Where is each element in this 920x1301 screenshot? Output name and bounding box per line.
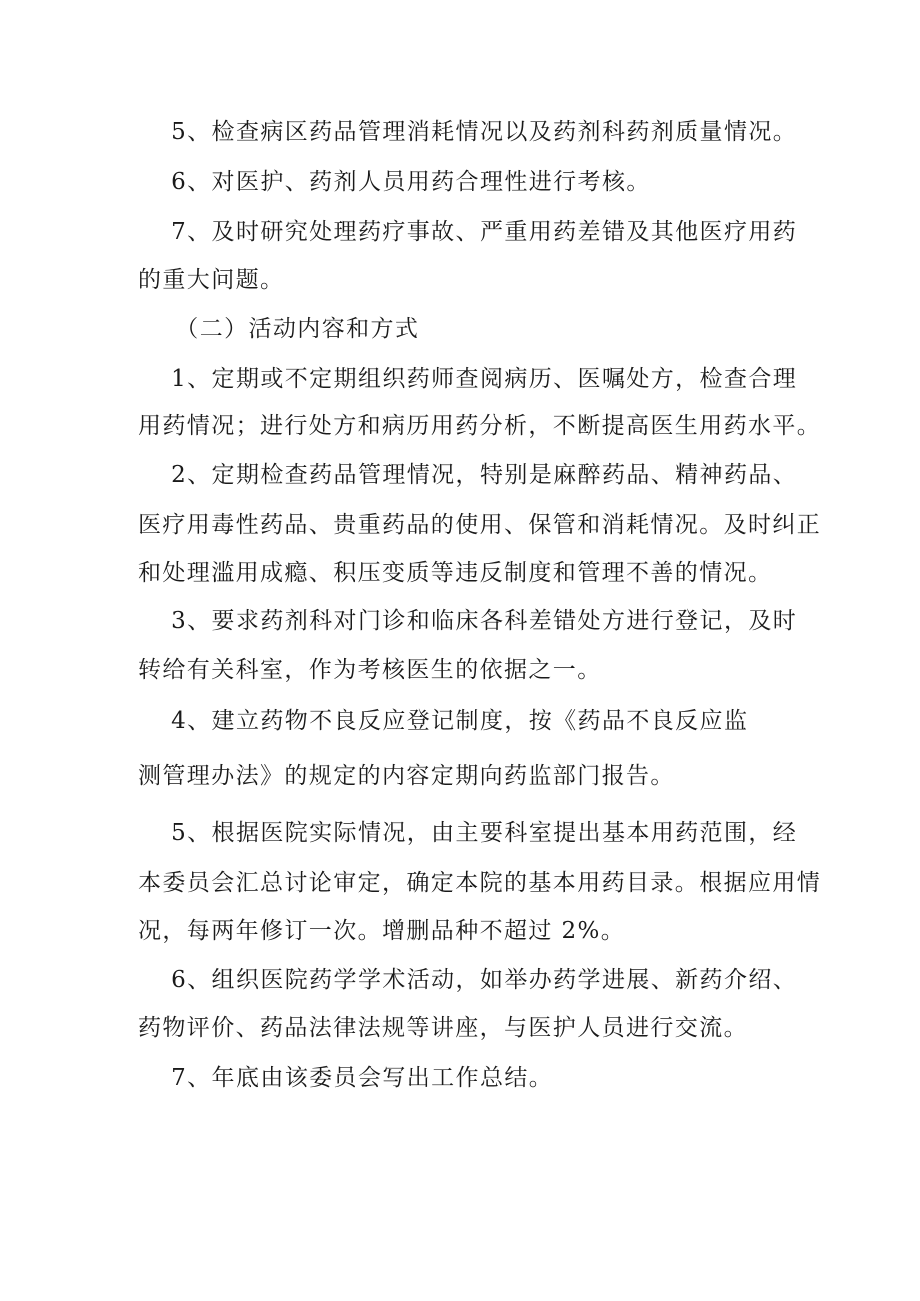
- text-line: 3、要求药剂科对门诊和临床各科差错处方进行登记，及时: [138, 608, 798, 634]
- text-line: 测管理办法》的规定的内容定期向药监部门报告。: [138, 763, 675, 789]
- text-line: 4、建立药物不良反应登记制度，按《药品不良反应监: [138, 708, 749, 734]
- text-line: 6、组织医院药学学术活动，如举办药学进展、新药介绍、: [138, 967, 798, 993]
- text-line: 1、定期或不定期组织药师查阅病历、医嘱处方，检查合理: [138, 366, 798, 392]
- text-line: 况，每两年修订一次。增删品种不超过 2%。: [138, 918, 626, 944]
- text-line: 7、及时研究处理药疗事故、严重用药差错及其他医疗用药: [138, 219, 798, 245]
- text-line: 的重大问题。: [138, 267, 285, 293]
- text-line: 6、对医护、药剂人员用药合理性进行考核。: [138, 169, 651, 195]
- text-line: 转给有关科室，作为考核医生的依据之一。: [138, 657, 602, 683]
- text-line: 5、根据医院实际情况，由主要科室提出基本用药范围，经: [138, 820, 798, 846]
- text-line: 2、定期检查药品管理情况，特别是麻醉药品、精神药品、: [138, 462, 798, 488]
- text-line: 5、检查病区药品管理消耗情况以及药剂科药剂质量情况。: [138, 119, 798, 145]
- text-line: 药物评价、药品法律法规等讲座，与医护人员进行交流。: [138, 1015, 748, 1041]
- text-line: 和处理滥用成瘾、积压变质等违反制度和管理不善的情况。: [138, 560, 773, 586]
- text-line: 医疗用毒性药品、贵重药品的使用、保管和消耗情况。及时纠正: [138, 512, 822, 538]
- text-line: 用药情况；进行处方和病历用药分析，不断提高医生用药水平。: [138, 413, 822, 439]
- section-heading: （二）活动内容和方式: [138, 316, 420, 342]
- text-line: 本委员会汇总讨论审定，确定本院的基本用药目录。根据应用情: [138, 870, 822, 896]
- text-line: 7、年底由该委员会写出工作总结。: [138, 1065, 554, 1091]
